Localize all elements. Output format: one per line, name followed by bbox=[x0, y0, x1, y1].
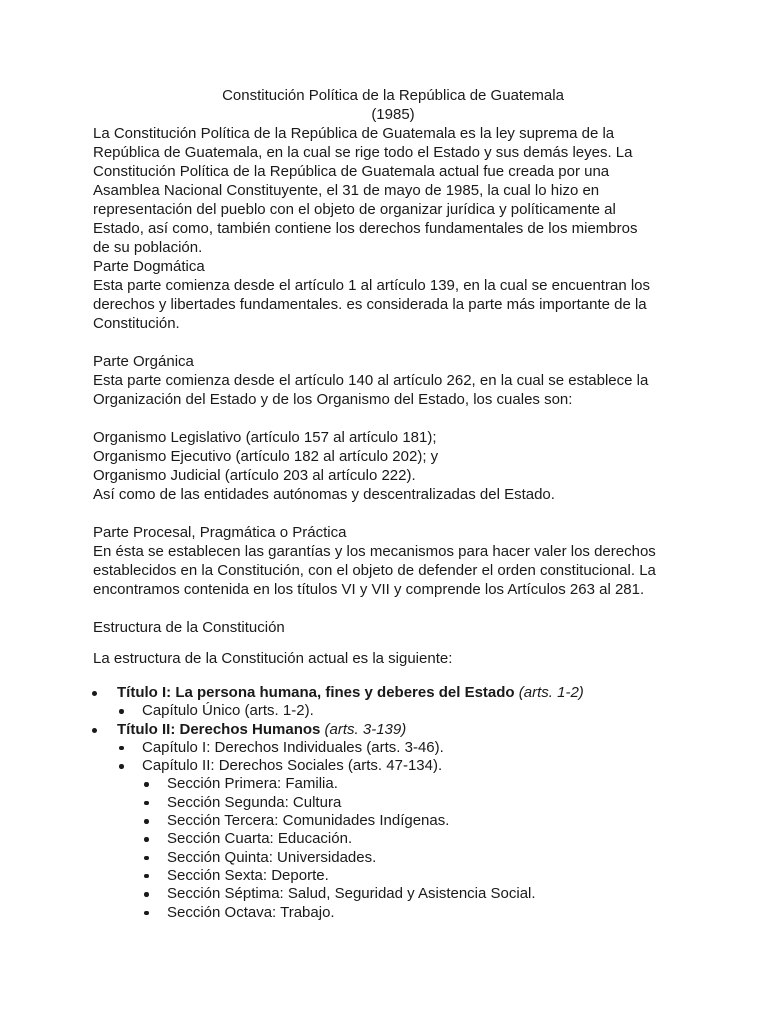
titulo-arts: (arts. 3-139) bbox=[324, 720, 407, 738]
list-item-seccion: Sección Primera: Familia. bbox=[142, 775, 693, 793]
paragraph-line: establecidos en la Constitución, con el objeto de defender el orden constitucional. La bbox=[93, 562, 656, 579]
section-heading: Parte Dogmática bbox=[93, 258, 205, 275]
paragraph-line: En ésta se establecen las garantías y los mecanismos para hacer valer los derechos bbox=[93, 543, 656, 560]
list-item-capitulo: Capítulo I: Derechos Individuales (arts. 3-46). bbox=[117, 739, 693, 757]
seccion-list bbox=[142, 775, 693, 921]
document-title bbox=[93, 86, 693, 124]
paragraph-line: Organización del Estado y de los Organismo del Estado, los cuales son: bbox=[93, 391, 573, 408]
paragraph-line: Estado, así como, también contiene los derechos fundamentales de los miembros bbox=[93, 220, 638, 237]
section-heading: Parte Orgánica bbox=[93, 353, 194, 370]
section-organica bbox=[93, 352, 693, 409]
document-body bbox=[93, 86, 693, 922]
intro-paragraph bbox=[93, 124, 693, 257]
list-item-seccion: Sección Tercera: Comunidades Indígenas. bbox=[142, 812, 693, 830]
capitulo-label: Capítulo II: Derechos Sociales (arts. 47-134). bbox=[142, 757, 443, 775]
paragraph-line: Esta parte comienza desde el artículo 1 al artículo 139, en la cual se encuentran los bbox=[93, 277, 650, 294]
capitulo-list bbox=[117, 739, 693, 922]
titulo-arts: (arts. 1-2) bbox=[518, 684, 584, 701]
title-line: Constitución Política de la República de Guatemala bbox=[222, 87, 564, 104]
list-item-seccion: Sección Segunda: Cultura bbox=[142, 794, 693, 812]
list-item-capitulo-ii bbox=[117, 757, 693, 922]
list-item-seccion: Sección Cuarta: Educación. bbox=[142, 830, 693, 848]
organismos-list bbox=[93, 428, 693, 504]
list-item-titulo-1 bbox=[93, 684, 693, 721]
list-item-capitulo: Capítulo Único (arts. 1-2). bbox=[117, 702, 693, 720]
section-heading: Parte Procesal, Pragmática o Práctica bbox=[93, 524, 347, 541]
list-item-seccion: Sección Quinta: Universidades. bbox=[142, 849, 693, 867]
section-heading: Estructura de la Constitución bbox=[93, 619, 285, 636]
organismo-line: Organismo Legislativo (artículo 157 al artículo 181); bbox=[93, 429, 437, 446]
paragraph-line: Constitución. bbox=[93, 315, 180, 332]
section-estructura bbox=[93, 618, 693, 668]
section-procesal bbox=[93, 523, 693, 599]
capitulo-list bbox=[117, 702, 693, 720]
estructura-intro: La estructura de la Constitución actual es la siguiente: bbox=[93, 650, 453, 667]
list-item-seccion: Sección Sexta: Deporte. bbox=[142, 867, 693, 885]
estructura-list bbox=[93, 684, 693, 922]
paragraph-line: representación del pueblo con el objeto de organizar jurídica y políticamente al bbox=[93, 201, 616, 218]
titulo-name: Título I: La persona humana, fines y deberes del Estado bbox=[117, 684, 515, 701]
list-item-titulo-2 bbox=[93, 721, 693, 922]
list-item-seccion: Sección Octava: Trabajo. bbox=[142, 904, 693, 922]
paragraph-line: encontramos contenida en los títulos VI y VII y comprende los Artículos 263 al 281. bbox=[93, 581, 645, 598]
organismo-line: Organismo Judicial (artículo 203 al artículo 222). bbox=[93, 467, 416, 484]
paragraph-line: La Constitución Política de la República de Guatemala es la ley suprema de la bbox=[93, 125, 615, 142]
list-item-seccion: Sección Séptima: Salud, Seguridad y Asistencia Social. bbox=[142, 885, 693, 903]
paragraph-line: República de Guatemala, en la cual se rige todo el Estado y sus demás leyes. La bbox=[93, 144, 633, 161]
paragraph-line: Asamblea Nacional Constituyente, el 31 de mayo de 1985, la cual lo hizo en bbox=[93, 182, 600, 199]
paragraph-line: de su población. bbox=[93, 239, 203, 256]
section-dogmatica bbox=[93, 257, 693, 333]
organismo-line: Así como de las entidades autónomas y descentralizadas del Estado. bbox=[93, 486, 555, 503]
paragraph-line: Esta parte comienza desde el artículo 140 al artículo 262, en la cual se establece la bbox=[93, 372, 649, 389]
paragraph-line: Constitución Política de la República de Guatemala actual fue creada por una bbox=[93, 163, 610, 180]
paragraph-line: derechos y libertades fundamentales. es considerada la parte más importante de la bbox=[93, 296, 647, 313]
title-year: (1985) bbox=[371, 106, 415, 123]
organismo-line: Organismo Ejecutivo (artículo 182 al artículo 202); y bbox=[93, 448, 439, 465]
titulo-name: Título II: Derechos Humanos bbox=[117, 720, 321, 738]
